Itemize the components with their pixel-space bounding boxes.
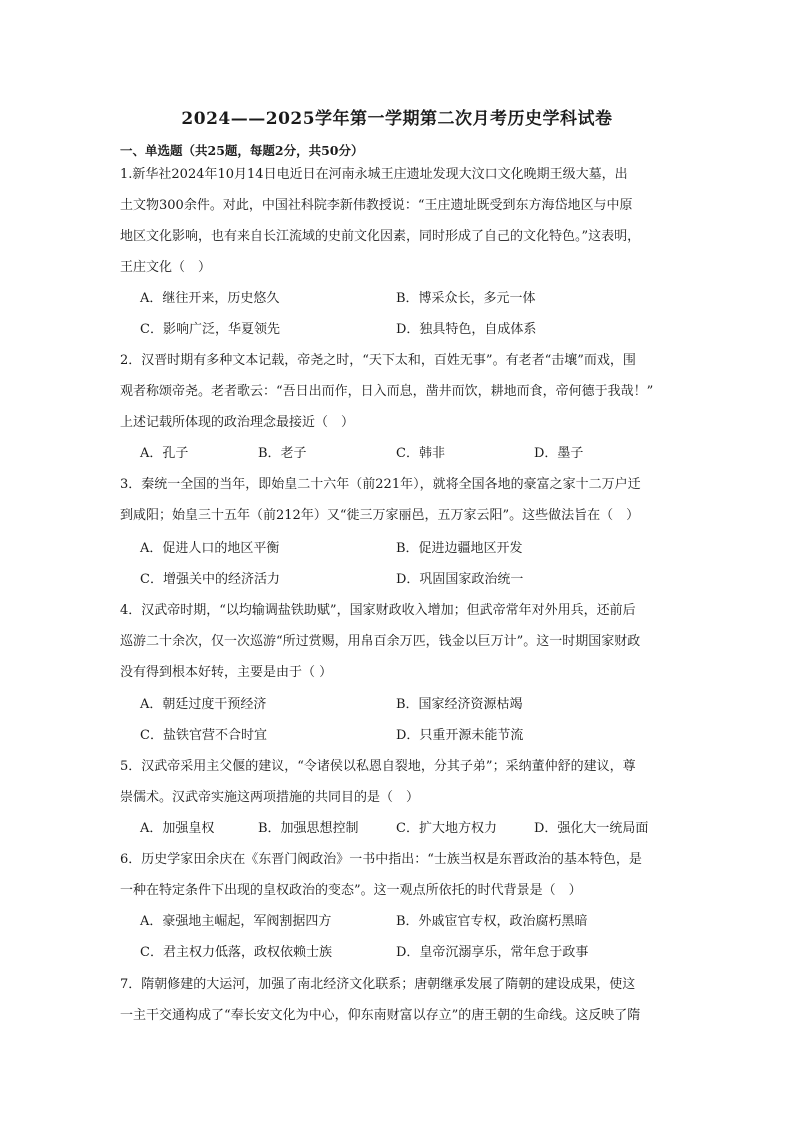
question-1-option-a: A．继往开来，历史悠久: [140, 291, 280, 306]
question-5-option-a: A．加强皇权: [140, 821, 215, 836]
question-7-line-1: 7．隋朝修建的大运河，加强了南北经济文化联系；唐朝继承发展了隋朝的建设成果，使这: [120, 977, 636, 992]
question-5-option-c: C．扩大地方权力: [396, 821, 497, 836]
question-3-option-c: C．增强关中的经济活力: [140, 572, 280, 587]
question-5-line-1: 5．汉武帝采用主父偃的建议，“令诸侯以私恩自裂地，分其子弟”；采纳董仲舒的建议，尊: [120, 759, 636, 774]
question-1-option-d: D．独具特色，自成体系: [396, 322, 537, 337]
question-3-line-2: 到咸阳；始皇三十五年（前212年）又“徙三万家丽邑，五万家云阳”。这些做法旨在（ ）: [120, 508, 640, 523]
question-4-option-c: C．盐铁官营不合时宜: [140, 728, 267, 743]
question-3-option-d: D．巩固国家政治统一: [396, 572, 524, 587]
question-1-line-1: 1.新华社2024年10月14日电近日在河南永城王庄遗址发现大汶口文化晚期王级大墓，出: [120, 167, 628, 182]
question-1-option-b: B．博采众长，多元一体: [396, 291, 536, 306]
question-4-line-1: 4．汉武帝时期，“以均输调盐铁助赋”，国家财政收入增加；但武帝常年对外用兵，还前后: [120, 603, 636, 618]
question-2-line-1: 2．汉晋时期有多种文本记载，帝尧之时，“天下太和，百姓无事”。有老者“击壤”而戏，围: [120, 353, 636, 368]
question-4-line-3: 没有得到根本好转，主要是由于（ ）: [120, 665, 333, 680]
question-4-line-2: 巡游二十余次，仅一次巡游“所过赏赐，用帛百余万匹，钱金以巨万计”。这一时期国家财政: [120, 634, 641, 649]
question-3-option-b: B．促进边疆地区开发: [396, 541, 523, 556]
question-1-option-c: C．影响广泛，华夏领先: [140, 322, 280, 337]
question-5-option-d: D．强化大一统局面: [534, 821, 649, 836]
question-4-option-d: D．只重开源未能节流: [396, 728, 524, 743]
question-2-option-b: B．老子: [258, 446, 307, 461]
question-2-line-3: 上述记载所体现的政治理念最接近（ ）: [120, 415, 355, 430]
question-7-line-2: 一主干交通构成了“奉长安文化为中心，仰东南财富以存立”的唐王朝的生命线。这反映了隋: [120, 1008, 641, 1023]
question-4-option-b: B．国家经济资源枯竭: [396, 697, 523, 712]
question-6-line-2: 一种在特定条件下出现的皇权政治的变态”。这一观点所依托的时代背景是（ ）: [120, 883, 582, 898]
question-6-option-c: C．君主权力低落，政权依赖士族: [140, 945, 332, 960]
question-2-option-a: A．孔子: [140, 446, 189, 461]
question-2-option-c: C．韩非: [396, 446, 445, 461]
question-6-option-d: D．皇帝沉溺享乐，常年怠于政事: [396, 945, 589, 960]
section-heading: 一、单选题（共25题，每题2分，共50分）: [120, 143, 364, 158]
question-3-option-a: A．促进人口的地区平衡: [140, 541, 280, 556]
question-3-line-1: 3．秦统一全国的当年，即始皇二十六年（前221年），就将全国各地的豪富之家十二万户迁: [120, 477, 641, 492]
question-5-option-b: B．加强思想控制: [258, 821, 359, 836]
question-2-option-d: D．墨子: [534, 446, 584, 461]
question-2-line-2: 观者称颂帝尧。老者歌云：“吾日出而作，日入而息，凿井而饮，耕地而食，帝何德于我哉！”: [120, 384, 654, 399]
question-4-option-a: A．朝廷过度干预经济: [140, 697, 267, 712]
question-6-line-1: 6．历史学家田余庆在《东晋门阀政治》一书中指出：“士族当权是东晋政治的基本特色，是: [120, 852, 642, 867]
question-1-line-4: 王庄文化（ ）: [120, 260, 212, 275]
question-5-line-2: 崇儒术。汉武帝实施这两项措施的共同目的是（ ）: [120, 790, 420, 805]
question-6-option-b: B．外戚宦官专权，政治腐朽黑暗: [396, 914, 588, 929]
question-1-line-2: 土文物300余件。对此，中国社科院李新伟教授说：“王庄遗址既受到东方海岱地区与中原: [120, 198, 633, 213]
exam-title: 2024——2025学年第一学期第二次月考历史学科试卷: [181, 109, 613, 129]
question-1-line-3: 地区文化影响，也有来自长江流域的史前文化因素，同时形成了自己的文化特色。”这表明，: [120, 229, 641, 244]
question-6-option-a: A．豪强地主崛起，军阀割据四方: [140, 914, 332, 929]
